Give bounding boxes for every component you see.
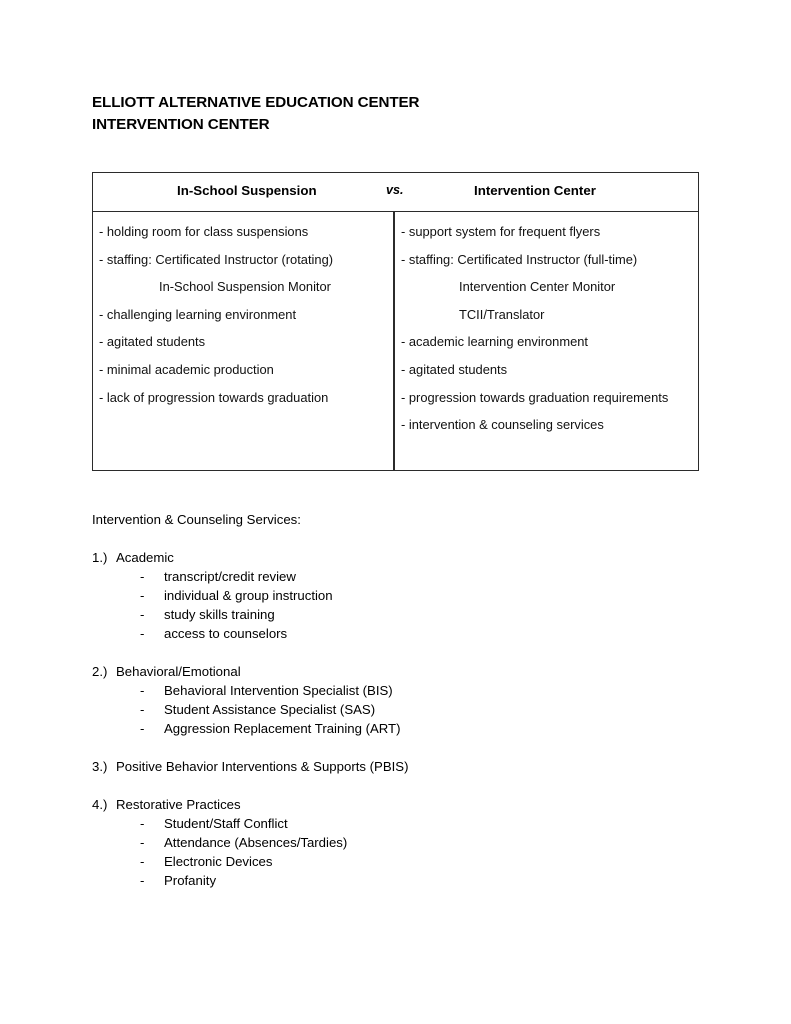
table-cell-bullet: - lack of progression towards graduation — [99, 389, 329, 405]
services-sub-item — [92, 586, 712, 605]
title-line-2: INTERVENTION CENTER — [92, 116, 270, 133]
spacer — [92, 738, 712, 757]
services-sub-item — [92, 719, 712, 738]
title-line-1: ELLIOTT ALTERNATIVE EDUCATION CENTER — [92, 94, 420, 111]
services-heading: Intervention & Counseling Services: — [92, 512, 301, 527]
services-sub-item — [92, 605, 712, 624]
table-header-right: Intervention Center — [474, 183, 596, 198]
services-group-number: 3.) — [92, 759, 108, 774]
table-cell-bullet: - agitated students — [401, 362, 508, 377]
table-cell-bullet: - staffing: Certificated Instructor (full-time) — [401, 251, 638, 267]
services-group-label: Positive Behavior Interventions & Supports (PBIS) — [116, 759, 409, 774]
services-sub-item-label: access to counselors — [164, 626, 288, 641]
services-sub-item — [92, 700, 712, 719]
services-group-heading — [92, 548, 712, 567]
services-sub-item-label: Student Assistance Specialist (SAS) — [164, 702, 376, 717]
services-sub-item — [92, 871, 712, 890]
spacer — [92, 776, 712, 795]
services-sub-item-label: Aggression Replacement Training (ART) — [164, 721, 401, 736]
table-cell-bullet: - holding room for class suspensions — [99, 224, 309, 239]
services-group-number: 4.) — [92, 797, 108, 812]
spacer — [92, 529, 712, 548]
table-header-row — [93, 173, 698, 212]
bullet-dash-icon: - — [140, 683, 145, 698]
spacer — [92, 643, 712, 662]
bullet-dash-icon: - — [140, 873, 145, 888]
bullet-dash-icon: - — [140, 588, 145, 603]
services-sub-item-label: transcript/credit review — [164, 569, 296, 584]
bullet-dash-icon: - — [140, 702, 145, 717]
bullet-dash-icon: - — [140, 854, 145, 869]
services-group-heading — [92, 795, 712, 814]
services-group — [92, 548, 712, 643]
services-group — [92, 795, 712, 890]
services-sub-item — [92, 681, 712, 700]
table-cell-continuation: Intervention Center Monitor — [459, 279, 616, 295]
table-body — [93, 212, 698, 470]
services-section — [92, 511, 712, 890]
table-header-left: In-School Suspension — [177, 183, 317, 198]
table-cell-bullet: - challenging learning environment — [99, 306, 297, 322]
services-sub-item — [92, 833, 712, 852]
services-groups — [92, 548, 712, 890]
services-sub-item-label: study skills training — [164, 607, 275, 622]
services-group-heading — [92, 662, 712, 681]
services-sub-item-label: Student/Staff Conflict — [164, 816, 288, 831]
services-sub-item-label: Profanity — [164, 873, 217, 888]
table-cell-bullet: - intervention & counseling services — [401, 417, 604, 433]
table-cell-bullet: - academic learning environment — [401, 334, 589, 350]
services-group — [92, 757, 712, 776]
bullet-dash-icon: - — [140, 835, 145, 850]
services-group-label: Behavioral/Emotional — [116, 664, 241, 679]
services-group-heading — [92, 757, 712, 776]
services-group-number: 2.) — [92, 664, 108, 679]
table-cell-bullet: - minimal academic production — [99, 362, 274, 377]
bullet-dash-icon: - — [140, 607, 145, 622]
comparison-table — [92, 172, 699, 471]
services-sub-item-label: Behavioral Intervention Specialist (BIS) — [164, 683, 393, 698]
bullet-dash-icon: - — [140, 721, 145, 736]
services-group-label: Restorative Practices — [116, 797, 241, 812]
services-group-number: 1.) — [92, 550, 108, 565]
bullet-dash-icon: - — [140, 569, 145, 584]
table-cell-bullet: - progression towards graduation requirements — [401, 389, 669, 405]
services-sub-item — [92, 567, 712, 586]
services-sub-item-label: Electronic Devices — [164, 854, 273, 869]
table-cell-continuation: TCII/Translator — [459, 306, 545, 322]
services-sub-item-label: individual & group instruction — [164, 588, 333, 603]
table-cell-bullet: - support system for frequent flyers — [401, 224, 601, 239]
bullet-dash-icon: - — [140, 816, 145, 831]
services-group-label: Academic — [116, 550, 174, 565]
services-sub-item-label: Attendance (Absences/Tardies) — [164, 835, 348, 850]
table-cell-bullet: - agitated students — [99, 334, 206, 350]
document-title — [92, 92, 692, 136]
bullet-dash-icon: - — [140, 626, 145, 641]
table-cell-bullet: - staffing: Certificated Instructor (rotating) — [99, 251, 334, 267]
services-sub-item — [92, 814, 712, 833]
services-sub-item — [92, 852, 712, 871]
table-header-separator: vs. — [386, 183, 404, 197]
services-sub-item — [92, 624, 712, 643]
services-group — [92, 662, 712, 738]
table-cell-continuation: In-School Suspension Monitor — [159, 279, 331, 295]
